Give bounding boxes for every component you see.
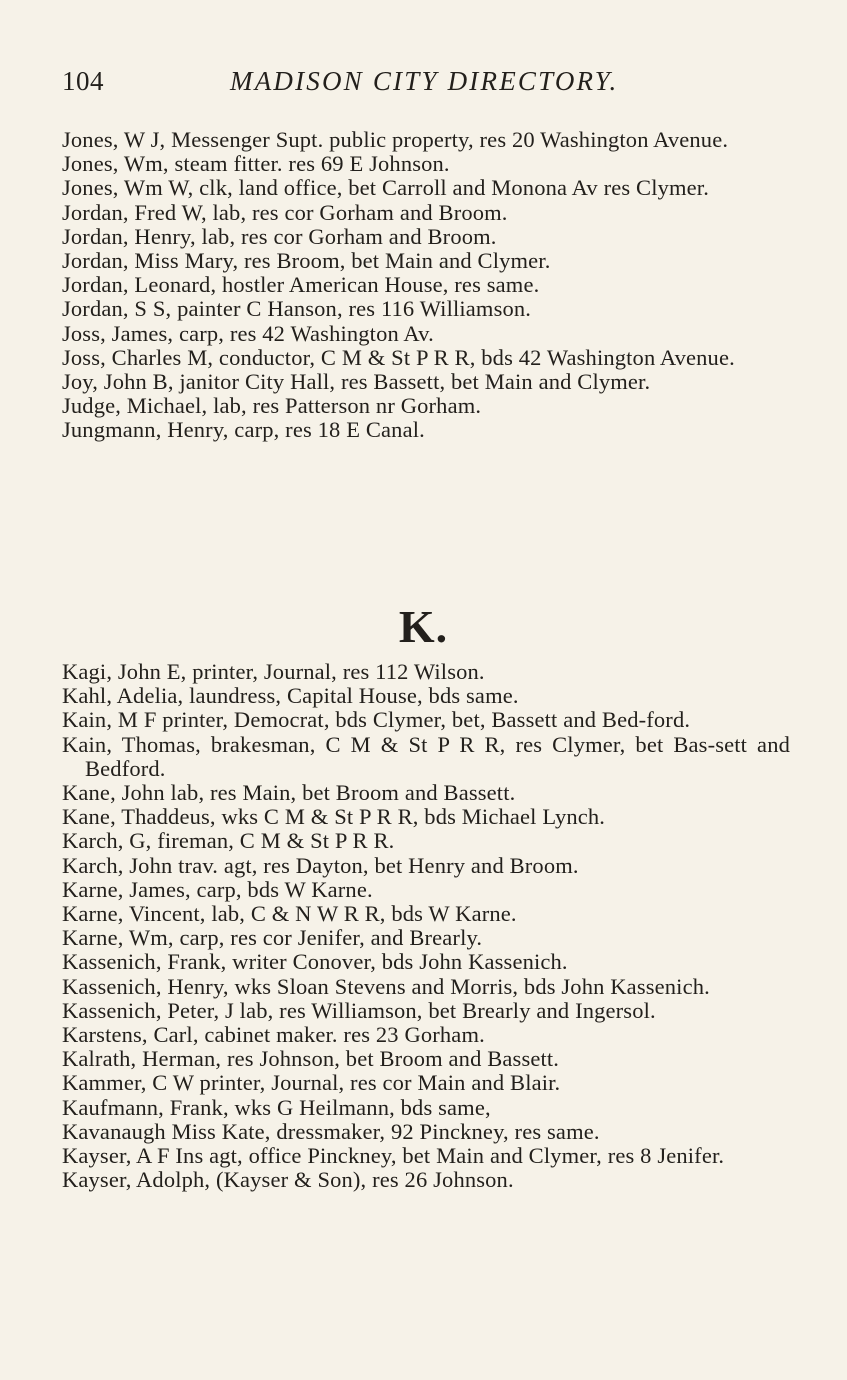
- directory-entry: Kassenich, Frank, writer Conover, bds John Kassenich.: [62, 949, 568, 975]
- directory-entry: Jordan, Leonard, hostler American House, res same.: [62, 272, 540, 298]
- directory-entry: Joss, James, carp, res 42 Washington Av.: [62, 320, 434, 346]
- directory-entry: Karne, Wm, carp, res cor Jenifer, and Brearly.: [62, 925, 483, 951]
- directory-entry: Kassenich, Henry, wks Sloan Stevens and Morris, bds John Kassenich.: [62, 973, 710, 999]
- directory-entry: Jordan, Henry, lab, res cor Gorham and Broom.: [62, 223, 497, 249]
- directory-entry: Jordan, Miss Mary, res Broom, bet Main and Clymer.: [62, 248, 551, 274]
- directory-entry: Joy, John B, janitor City Hall, res Bassett, bet Main and Clymer.: [62, 369, 651, 395]
- directory-entry: Kammer, C W printer, Journal, res cor Main and Blair.: [62, 1070, 561, 1096]
- directory-entry: Kassenich, Peter, J lab, res Williamson, bet Brearly and Ingersol.: [62, 997, 656, 1023]
- directory-entry: Kayser, A F Ins agt, office Pinckney, bet Main and Clymer, res 8 Jenifer.: [62, 1143, 725, 1169]
- directory-entry: Kagi, John E, printer, Journal, res 112 Wilson.: [62, 659, 485, 684]
- directory-entry: Judge, Michael, lab, res Patterson nr Gorham.: [62, 393, 482, 419]
- directory-entry: Kayser, Adolph, (Kayser & Son), res 26 Johnson.: [62, 1167, 514, 1193]
- page-header: [62, 66, 785, 102]
- directory-entry: Kalrath, Herman, res Johnson, bet Broom and Bassett.: [62, 1046, 560, 1072]
- directory-entry: Karne, Vincent, lab, C & N W R R, bds W Karne.: [62, 901, 517, 927]
- directory-entry: Jordan, Fred W, lab, res cor Gorham and Broom.: [62, 199, 508, 225]
- directory-entry: Jones, W J, Messenger Supt. public property, res 20 Washington Avenue.: [62, 127, 729, 152]
- directory-entry: Kane, Thaddeus, wks C M & St P R R, bds Michael Lynch.: [62, 804, 606, 830]
- directory-entry: Karstens, Carl, cabinet maker. res 23 Gorham.: [62, 1022, 485, 1048]
- directory-entry: Jordan, S S, painter C Hanson, res 116 Williamson.: [62, 296, 532, 322]
- section-heading-k: K.: [398, 601, 449, 652]
- page-number: 104: [62, 66, 104, 96]
- directory-entry: Karch, G, fireman, C M & St P R R.: [62, 828, 395, 854]
- directory-entry: Kain, Thomas, brakesman, C M & St P R R, res Clymer, bet Bas-sett and Bedford.: [62, 731, 790, 781]
- directory-entry: Karne, James, carp, bds W Karne.: [62, 876, 373, 902]
- directory-entry: Kaufmann, Frank, wks G Heilmann, bds same,: [62, 1094, 491, 1120]
- directory-entry: Kane, John lab, res Main, bet Broom and Bassett.: [62, 780, 516, 806]
- entry-list-k: [62, 660, 790, 1192]
- directory-entry: Jones, Wm W, clk, land office, bet Carroll and Monona Av res Clymer.: [62, 175, 709, 201]
- directory-entry: Kavanaugh Miss Kate, dressmaker, 92 Pinckney, res same.: [62, 1118, 600, 1144]
- directory-entry: Jungmann, Henry, carp, res 18 E Canal.: [62, 417, 425, 443]
- directory-entry: Karch, John trav. agt, res Dayton, bet Henry and Broom.: [62, 852, 579, 878]
- entry-list-j: [62, 128, 790, 443]
- directory-entry: Jones, Wm, steam fitter. res 69 E Johnson.: [62, 151, 450, 177]
- directory-entry: Kain, M F printer, Democrat, bds Clymer, bet, Bassett and Bed-ford.: [62, 707, 691, 733]
- directory-entry: Kahl, Adelia, laundress, Capital House, bds same.: [62, 683, 519, 709]
- running-title: MADISON CITY DIRECTORY.: [230, 66, 619, 96]
- directory-entry: Joss, Charles M, conductor, C M & St P R R, bds 42 Washington Avenue.: [62, 344, 735, 370]
